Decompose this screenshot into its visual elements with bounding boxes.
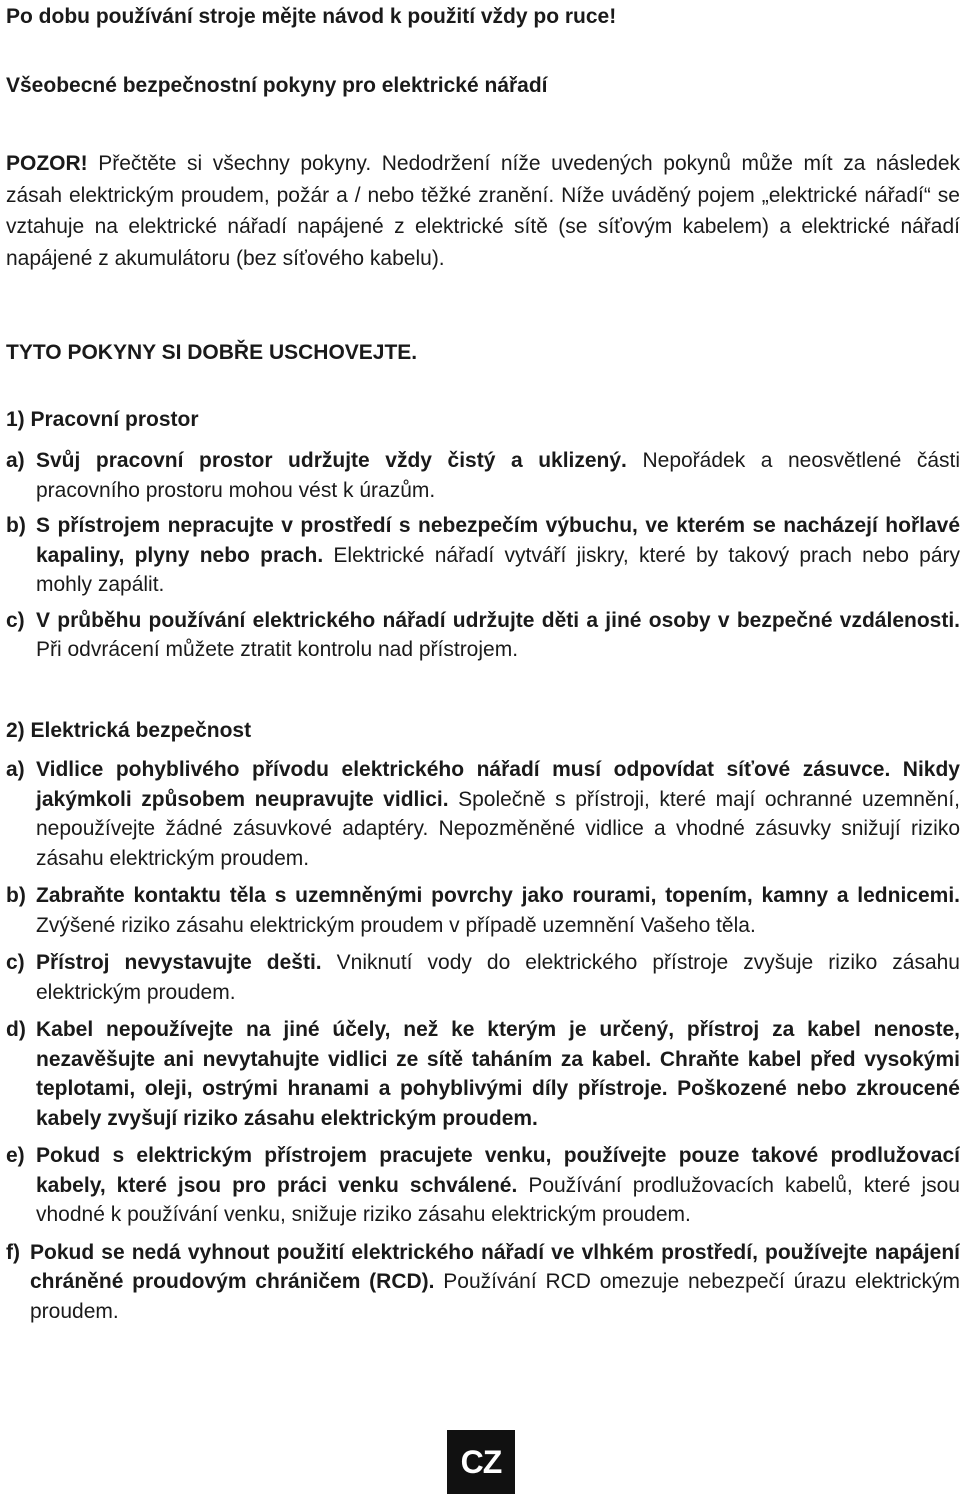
item-letter: a) <box>6 449 25 472</box>
keep-instructions-title: TYTO POKYNY SI DOBŘE USCHOVEJTE. <box>6 341 418 364</box>
header-reminder: Po dobu používání stroje mějte návod k použití vždy po ruce! <box>6 5 617 28</box>
item-lead: Pokud s elektrickým přístrojem pracujete venku, používejte pouze takové prodlužovací kabely, které jsou pro práci venku schválené. <box>36 1144 960 1197</box>
item-letter: c) <box>6 951 25 974</box>
item-text: Nepořádek a neosvětlené části pracovního prostoru mohou vést k úrazům. <box>36 449 960 502</box>
item-text: Společně s přístroji, které mají ochranné uzemnění, nepoužívejte žádné zásuvkové adaptéry. Nepozměněné vidlice a vhodné zásuvky snižují riziko zásahu elektrickým proudem. <box>36 787 960 870</box>
item-lead: Svůj pracovní prostor udržujte vždy čistý a uklizený. <box>36 449 627 472</box>
item-lead: Přístroj nevystavujte dešti. <box>36 951 322 974</box>
item-letter: d) <box>6 1018 26 1041</box>
item-letter: a) <box>6 758 25 781</box>
warning-paragraph <box>6 148 960 274</box>
item-letter: b) <box>6 884 26 907</box>
section2-title: 2) Elektrická bezpečnost <box>6 719 252 742</box>
item-lead: S přístrojem nepracujte v prostředí s nebezpečím výbuchu, ve kterém se nacházejí hořlavé kapaliny, plyny nebo prach. <box>36 514 960 567</box>
item-text: Vniknutí vody do elektrického přístroje zvyšuje riziko zásahu elektrickým proudem. <box>36 951 960 1004</box>
warning-text: Přečtěte si všechny pokyny. Nedodržení níže uvedených pokynů může mít za následek zásah elektrickým proudem, požár a / nebo těžké zranění. Níže uváděný pojem „elektrické nářadí“ se vztahuje na elektrické nářadí napájené z elektrické sítě (se síťovým kabelem) a elektrické nářadí napájené z akumulátoru (bez síťového kabelu). <box>6 152 960 270</box>
list-item <box>6 881 960 940</box>
item-letter: e) <box>6 1144 25 1167</box>
list-item <box>6 1015 960 1133</box>
item-lead: Kabel nepoužívejte na jiné účely, než ke kterým je určený, přístroj za kabel nenoste, nezavěšujte ani nevytahujte vidlici ze sítě taháním za kabel. Chraňte kabel před vysokými teplotami, oleji, ostrými hranami a pohyblivými díly přístroje. Poškozené nebo zkroucené kabely zvyšují riziko zásahu elektrickým proudem. <box>36 1018 960 1130</box>
list-item <box>6 1141 960 1230</box>
item-text: Používání prodlužovacích kabelů, které jsou vhodné k používání venku, snižuje riziko zásahu elektrickým proudem. <box>36 1173 960 1226</box>
section1-title: 1) Pracovní prostor <box>6 408 199 431</box>
item-lead: Pokud se nedá vyhnout použití elektrického nářadí ve vlhkém prostředí, používejte napájení chráněné proudovým chráničem (RCD). <box>30 1240 960 1293</box>
item-letter: b) <box>6 514 26 537</box>
general-safety-title: Všeobecné bezpečnostní pokyny pro elektrické nářadí <box>6 74 548 97</box>
list-item <box>6 511 960 600</box>
section-electrical-safety <box>6 716 960 1326</box>
list-item <box>6 446 960 505</box>
list-item <box>6 606 960 665</box>
item-lead: V průběhu používání elektrického nářadí udržujte děti a jiné osoby v bezpečné vzdálenosti. <box>36 608 960 632</box>
item-letter: f) <box>6 1240 20 1264</box>
list-item <box>6 755 960 873</box>
language-badge: CZ <box>447 1430 515 1494</box>
item-letter: c) <box>6 608 25 632</box>
item-text: Zvýšené riziko zásahu elektrickým proudem v případě uzemnění Vašeho těla. <box>36 913 756 937</box>
item-text: Elektrické nářadí vytváří jiskry, které by takový prach nebo páry mohly zapálit. <box>36 543 960 596</box>
list-item <box>6 948 960 1007</box>
item-text: Používání RCD omezuje nebezpečí úrazu elektrickým proudem. <box>30 1270 960 1323</box>
list-item <box>6 1238 960 1327</box>
item-text: Při odvrácení můžete ztratit kontrolu nad přístrojem. <box>36 638 519 661</box>
section-work-area <box>6 405 960 665</box>
item-lead: Zabraňte kontaktu těla s uzemněnými povrchy jako rourami, topením, kamny a lednicemi. <box>36 884 960 907</box>
warning-lead: POZOR! <box>6 152 88 175</box>
item-lead: Vidlice pohyblivého přívodu elektrického nářadí musí odpovídat síťové zásuvce. Nikdy jakýmkoli způsobem neupravujte vidlici. <box>36 758 960 811</box>
